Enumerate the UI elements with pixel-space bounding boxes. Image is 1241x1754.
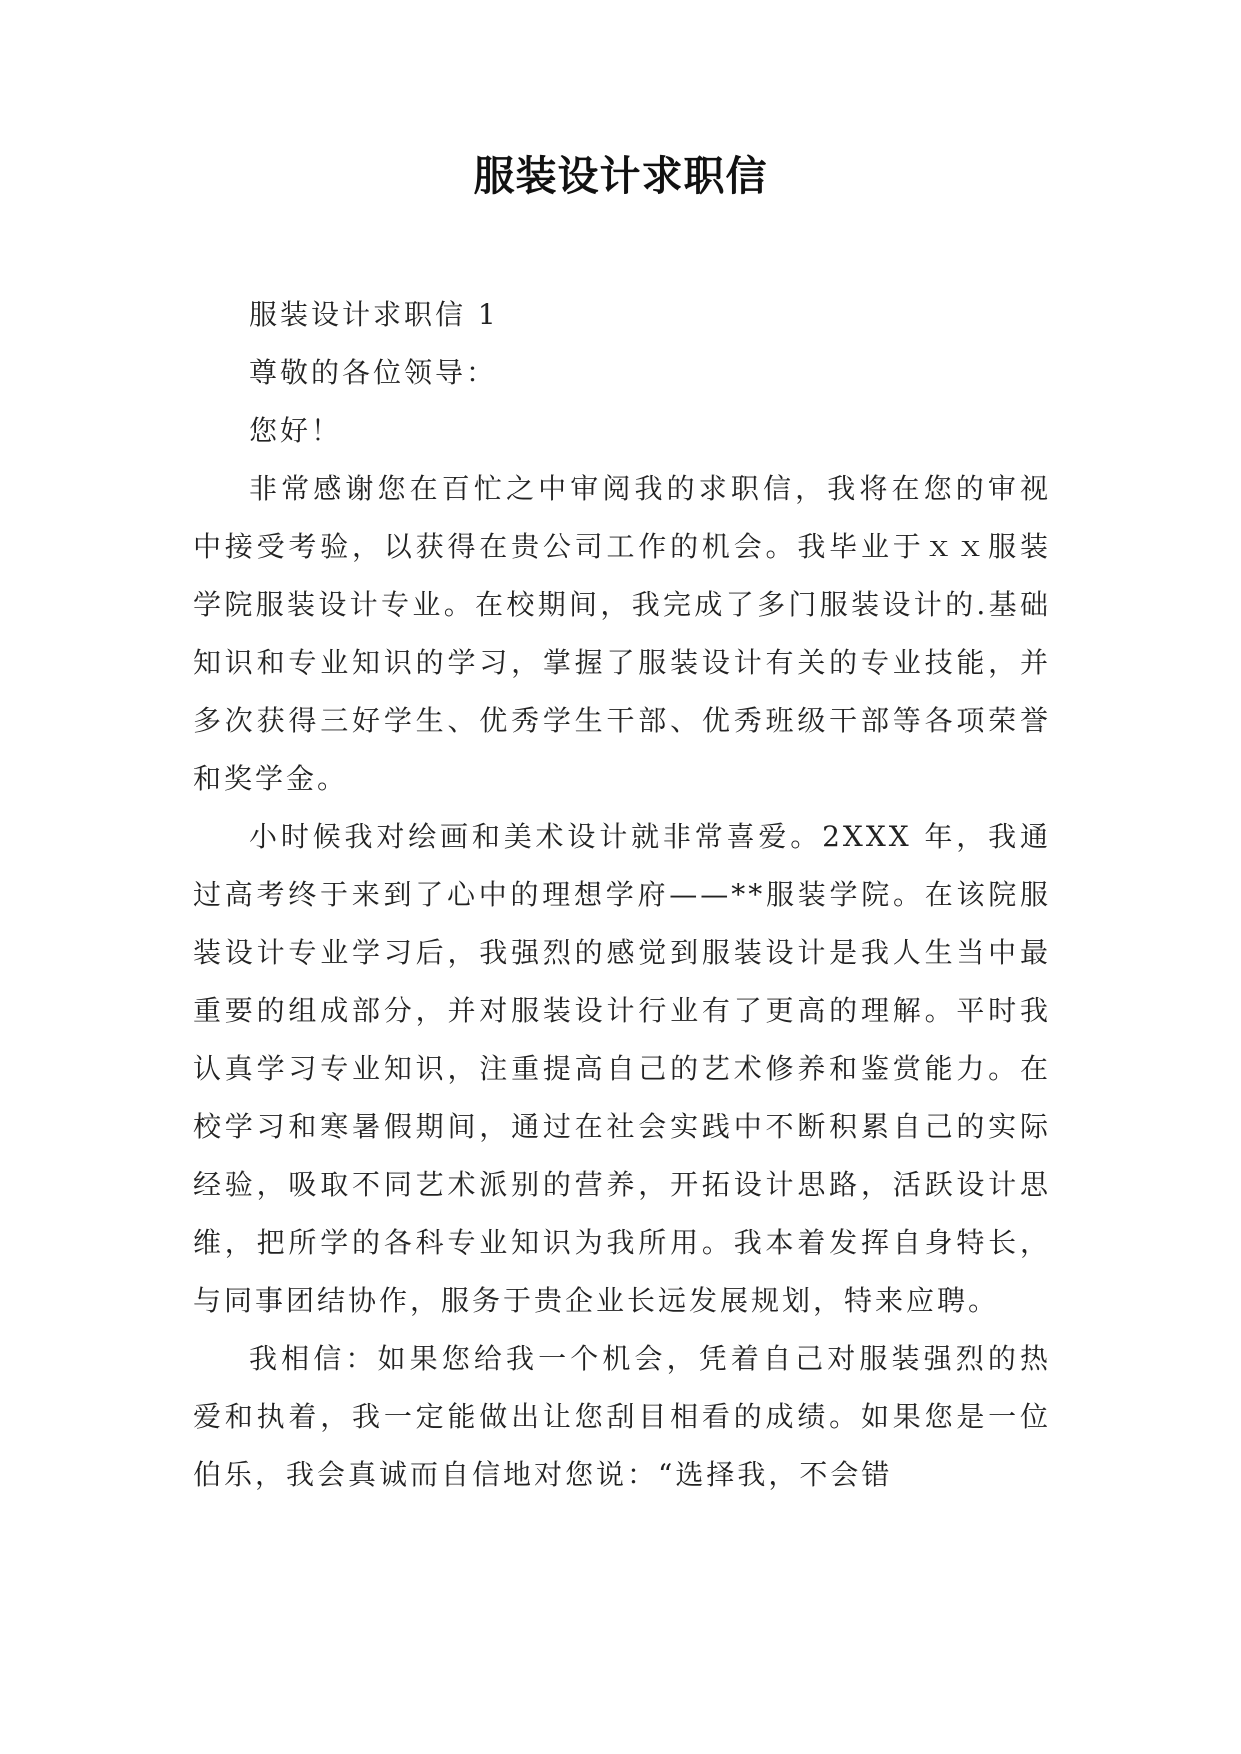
salutation: 尊敬的各位领导： bbox=[249, 356, 498, 389]
body-paragraph: 我相信：如果您给我一个机会，凭着自己对服装强烈的热爱和执着，我一定能做出让您刮目相看的成绩。如果您是一位伯乐，我会真诚而自信地对您说：“选择我，不会错 bbox=[193, 1342, 1051, 1491]
section-heading: 服装设计求职信 1 bbox=[249, 298, 499, 331]
document-body bbox=[193, 286, 1051, 1504]
greeting: 您好！ bbox=[249, 414, 343, 447]
body-paragraph: 非常感谢您在百忙之中审阅我的求职信，我将在您的审视中接受考验，以获得在贵公司工作的机会。我毕业于ｘｘ服装学院服装设计专业。在校期间，我完成了多门服装设计的.基础知识和专业知识的学习，掌握了服装设计有关的专业技能，并多次获得三好学生、优秀学生干部、优秀班级干部等各项荣誉和奖学金。 bbox=[193, 472, 1051, 795]
body-paragraph: 小时候我对绘画和美术设计就非常喜爱。2XXX 年，我通过高考终于来到了心中的理想学府——**服装学院。在该院服装设计专业学习后，我强烈的感觉到服装设计是我人生当中最重要的组成部分，并对服装设计行业有了更高的理解。平时我认真学习专业知识，注重提高自己的艺术修养和鉴赏能力。在校学习和寒暑假期间，通过在社会实践中不断积累自己的实际经验，吸取不同艺术派别的营养，开拓设计思路，活跃设计思维，把所学的各科专业知识为我所用。我本着发挥自身特长，与同事团结协作，服务于贵企业长远发展规划，特来应聘。 bbox=[193, 820, 1051, 1317]
document-title: 服装设计求职信 bbox=[473, 152, 768, 200]
